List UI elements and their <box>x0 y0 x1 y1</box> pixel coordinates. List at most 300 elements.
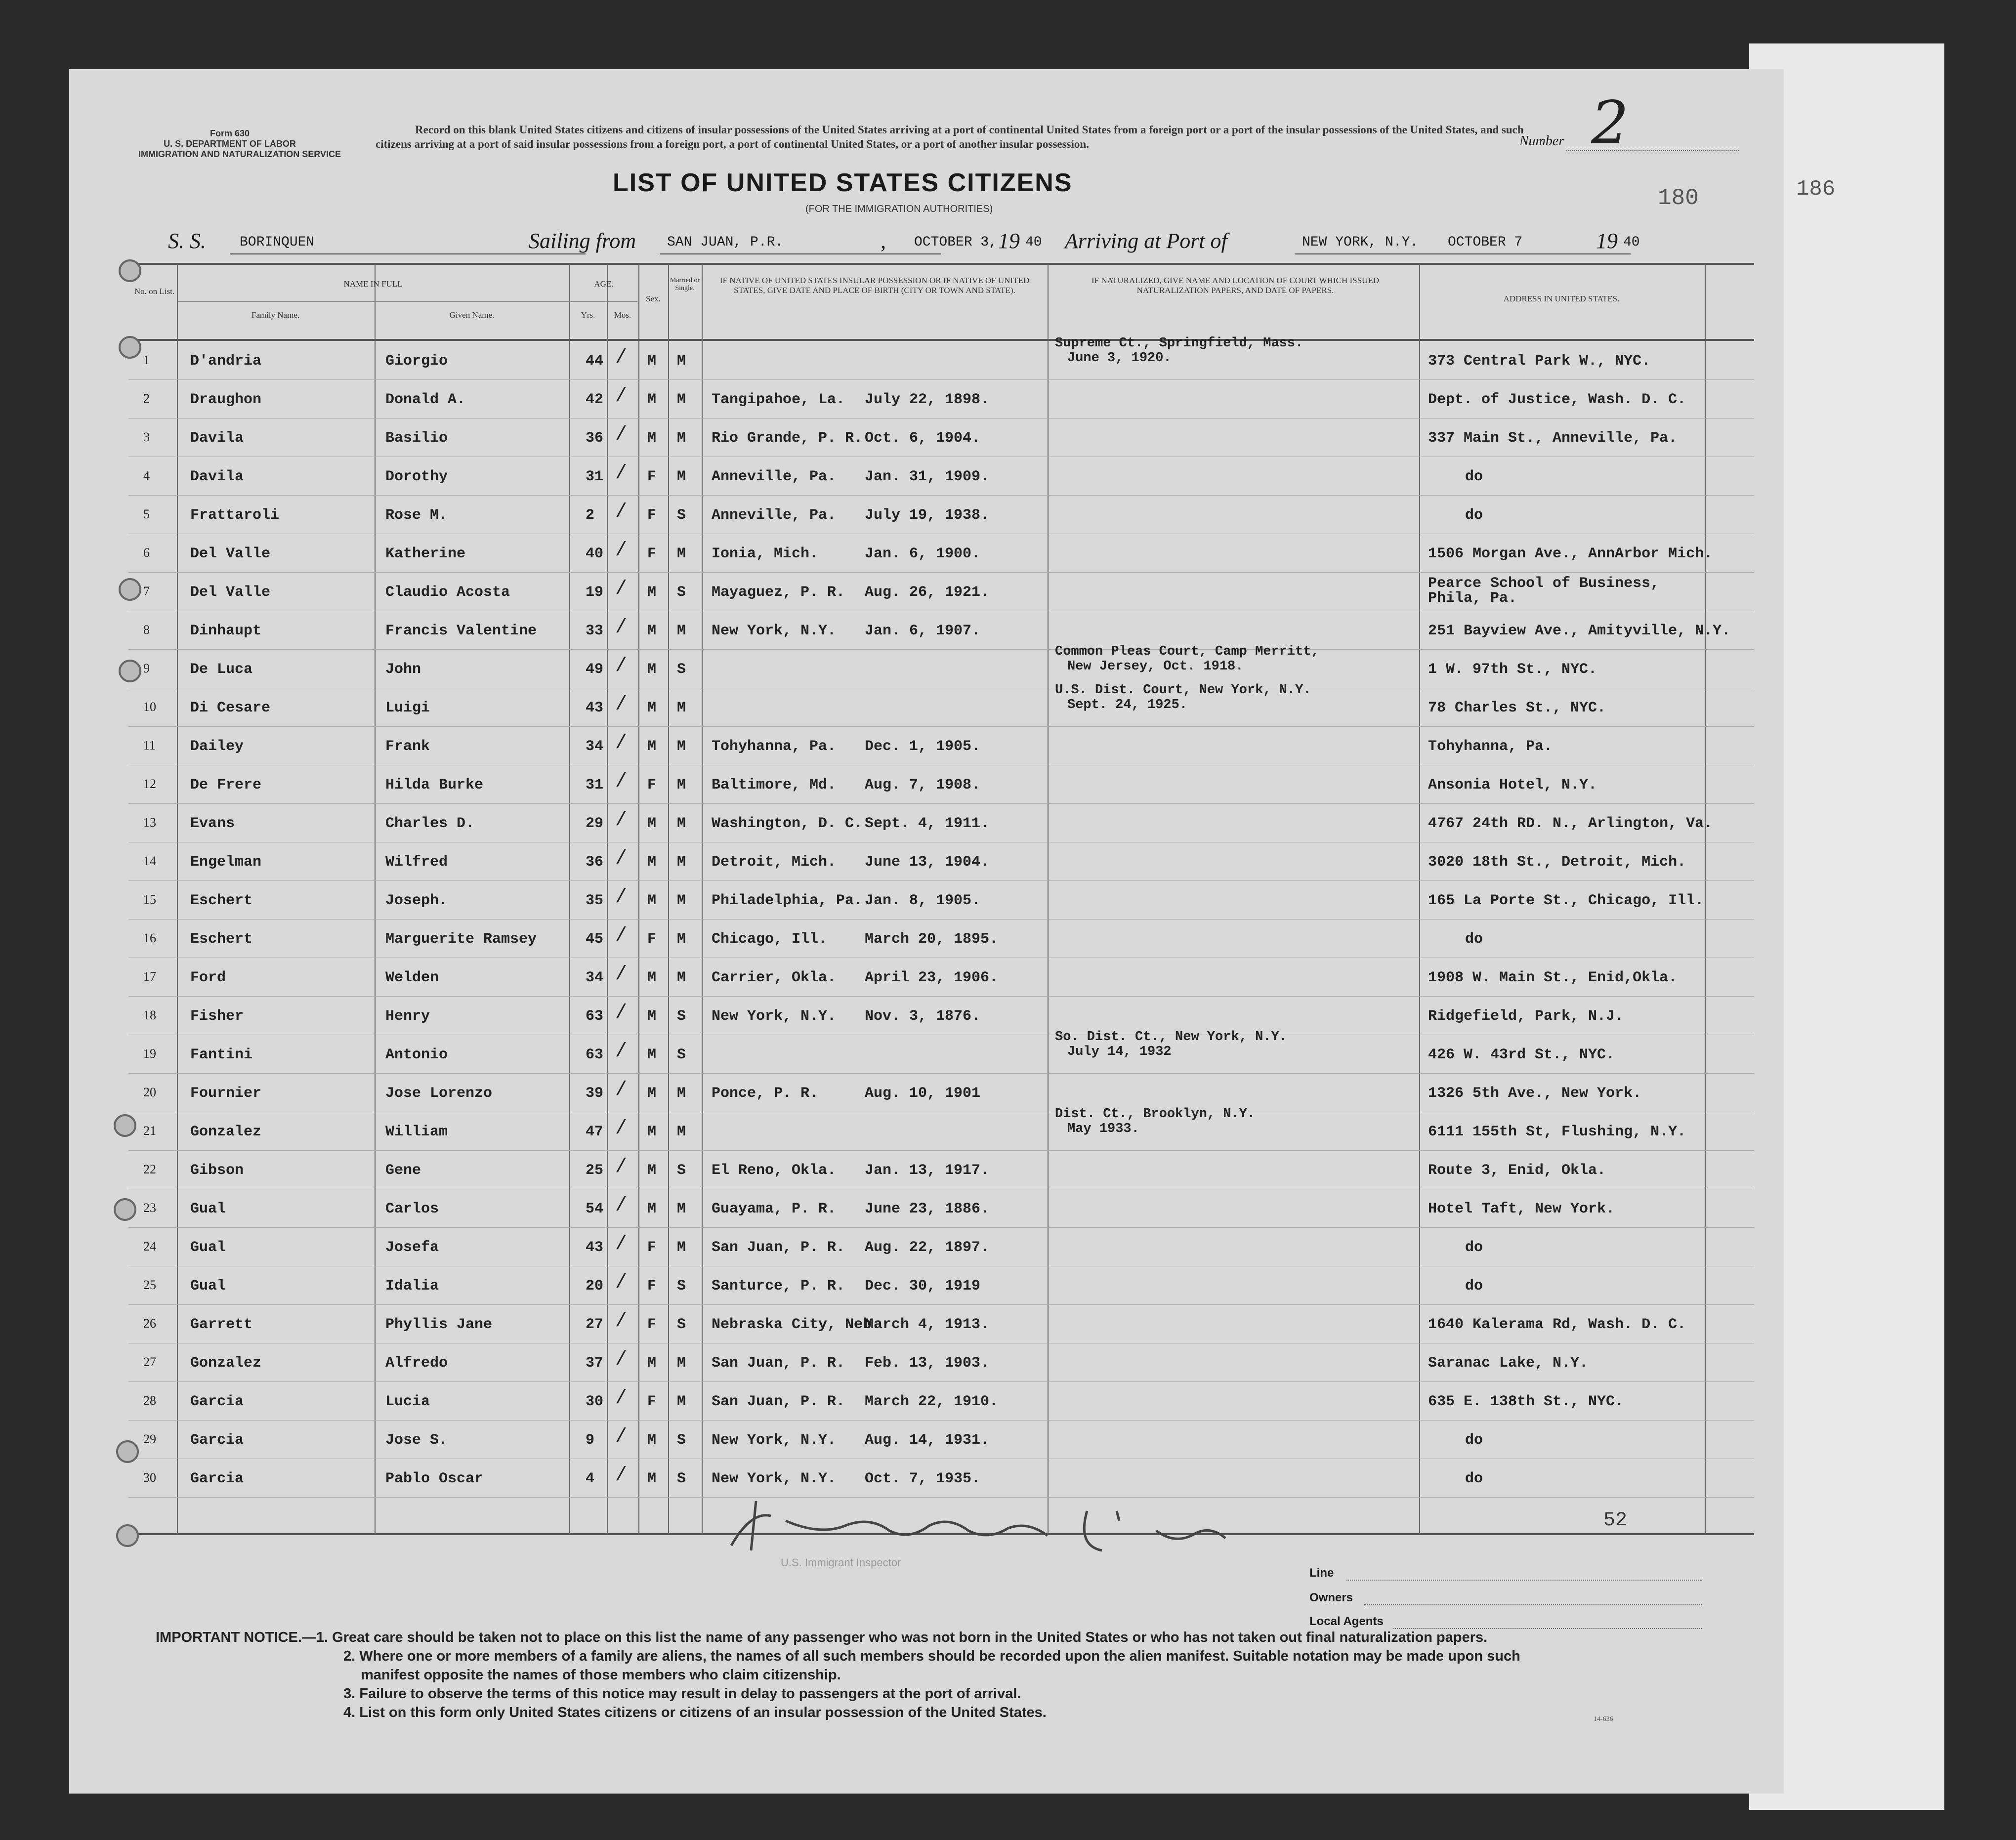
cell-no: 28 <box>143 1393 156 1408</box>
cell-given: William <box>385 1124 448 1140</box>
arrive-year: 40 <box>1623 235 1640 250</box>
cell-family: Garcia <box>190 1470 244 1487</box>
notice-item: 2. Where one or more members of a family are aliens, the names of all such members should be recorded upon the alien manifest. Suitable notation may be made upon such <box>343 1648 1520 1664</box>
cell-place: Washington, D. C. <box>712 815 863 832</box>
cell-age: 34 <box>586 738 604 755</box>
cell-date: Jan. 8, 1905. <box>865 892 981 909</box>
cell-given: Claudio Acosta <box>385 584 510 601</box>
cell-naturalization: Supreme Ct., Springfield, Mass. <box>1055 336 1303 351</box>
cell-ms: M <box>677 1085 686 1102</box>
table-row <box>69 1304 1784 1343</box>
cell-no: 1 <box>143 353 150 367</box>
mos-tick-mark: / <box>615 1002 628 1024</box>
inspector-signature <box>721 1491 1275 1565</box>
cell-given: Antonio <box>385 1046 448 1063</box>
cell-date: March 20, 1895. <box>865 931 999 948</box>
binder-hole <box>116 1440 139 1463</box>
table-row <box>69 379 1784 418</box>
notice-item: —1. Great care should be taken not to place on this list the name of any passenger who was not born in the United States or who has not taken out final naturalization papers. <box>301 1630 1488 1645</box>
comma: , <box>881 229 886 253</box>
mos-tick-mark: / <box>615 578 628 600</box>
cell-age: 40 <box>586 545 604 562</box>
sail-year-prefix: 19 <box>998 229 1020 253</box>
cell-ms: M <box>677 1393 686 1410</box>
cell-naturalization: New Jersey, Oct. 1918. <box>1067 659 1244 674</box>
sailing-label: Sailing from <box>529 229 636 253</box>
cell-place: San Juan, P. R. <box>712 1355 845 1372</box>
cell-no: 16 <box>143 931 156 945</box>
cell-address: Pearce School of Business, <box>1428 575 1660 592</box>
cell-given: Giorgio <box>385 353 448 370</box>
cell-address: 1506 Morgan Ave., AnnArbor Mich. <box>1428 545 1713 562</box>
cell-address: 4767 24th RD. N., Arlington, Va. <box>1428 815 1713 832</box>
cell-sex: F <box>647 1239 657 1256</box>
number-label: Number <box>1519 133 1564 149</box>
cell-ms: S <box>677 1278 686 1295</box>
cell-sex: M <box>647 353 657 370</box>
cell-given: Donald A. <box>385 391 466 408</box>
mos-tick-mark: / <box>615 963 628 986</box>
agents-label: Local Agents <box>1309 1615 1384 1628</box>
cell-age: 42 <box>586 391 604 408</box>
cell-given: Welden <box>385 969 439 986</box>
cell-no: 29 <box>143 1432 156 1446</box>
cell-place: Tohyhanna, Pa. <box>712 738 837 755</box>
cell-age: 43 <box>586 700 604 716</box>
table-row <box>69 1030 1784 1073</box>
cell-date: Aug. 7, 1908. <box>865 777 981 794</box>
cell-sex: F <box>647 1393 657 1410</box>
mos-tick-mark: / <box>615 848 628 870</box>
cell-family: Dinhaupt <box>190 623 262 639</box>
col-age: AGE. <box>594 279 614 289</box>
cell-address: do <box>1465 1432 1483 1449</box>
col-married-single: Married or Single. <box>670 277 700 292</box>
cell-family: Di Cesare <box>190 700 271 716</box>
cell-address: do <box>1465 1470 1483 1487</box>
cell-ms: S <box>677 1316 686 1333</box>
table-row <box>69 996 1784 1035</box>
table-row <box>69 842 1784 880</box>
cell-family: Ford <box>190 969 226 986</box>
mos-tick-mark: / <box>615 925 628 947</box>
ship-name: BORINQUEN <box>240 235 315 250</box>
cell-address: 1908 W. Main St., Enid,Okla. <box>1428 969 1678 986</box>
cell-family: Gibson <box>190 1162 244 1179</box>
cell-age: 19 <box>586 584 604 601</box>
cell-ms: M <box>677 468 686 485</box>
cell-place: Ionia, Mich. <box>712 545 819 562</box>
mos-tick-mark: / <box>615 501 628 523</box>
cell-no: 14 <box>143 854 156 868</box>
table-row <box>69 572 1784 611</box>
cell-address: Hotel Taft, New York. <box>1428 1201 1615 1217</box>
page-title: LIST OF UNITED STATES CITIZENS <box>613 168 1073 197</box>
cell-sex: M <box>647 892 657 909</box>
cell-naturalization: Sept. 24, 1925. <box>1067 698 1188 712</box>
cell-family: Del Valle <box>190 584 271 601</box>
cell-address: do <box>1465 1239 1483 1256</box>
cell-place: Carrier, Okla. <box>712 969 837 986</box>
notice-item: 3. Failure to observe the terms of this notice may result in delay to passengers at the port of arrival. <box>343 1686 1021 1702</box>
notice-title: IMPORTANT NOTICE. <box>156 1630 302 1645</box>
cell-no: 10 <box>143 700 156 714</box>
cell-sex: M <box>647 1008 657 1025</box>
cell-no: 3 <box>143 430 150 444</box>
cell-address: Ansonia Hotel, N.Y. <box>1428 777 1597 794</box>
cell-given: Dorothy <box>385 468 448 485</box>
cell-place: New York, N.Y. <box>712 623 837 639</box>
stamp-number: 180 <box>1658 185 1699 211</box>
cell-no: 12 <box>143 777 156 791</box>
cell-family: Gual <box>190 1239 226 1256</box>
table-row <box>69 644 1784 688</box>
cell-given: Henry <box>385 1008 430 1025</box>
cell-age: 49 <box>586 661 604 678</box>
manifest-page <box>69 69 1784 1794</box>
cell-no: 8 <box>143 623 150 637</box>
mos-tick-mark: / <box>615 1041 628 1063</box>
table-row <box>69 611 1784 649</box>
cell-family: Eschert <box>190 931 253 948</box>
cell-given: Phyllis Jane <box>385 1316 493 1333</box>
cell-family: Draughon <box>190 391 262 408</box>
cell-place: Chicago, Ill. <box>712 931 828 948</box>
to-port-underline <box>1295 253 1631 254</box>
cell-date: June 23, 1886. <box>865 1201 990 1217</box>
cell-family: Evans <box>190 815 235 832</box>
cell-age: 20 <box>586 1278 604 1295</box>
cell-sex: M <box>647 815 657 832</box>
cell-age: 39 <box>586 1085 604 1102</box>
cell-age: 34 <box>586 969 604 986</box>
form-id-line: U. S. DEPARTMENT OF LABOR <box>164 139 296 149</box>
cell-date: Aug. 22, 1897. <box>865 1239 990 1256</box>
cell-no: 13 <box>143 815 156 830</box>
cell-place: Anneville, Pa. <box>712 468 837 485</box>
mos-tick-mark: / <box>615 385 628 408</box>
cell-no: 18 <box>143 1008 156 1022</box>
cell-date: Oct. 6, 1904. <box>865 430 981 447</box>
cell-ms: M <box>677 854 686 871</box>
cell-age: 9 <box>586 1432 595 1449</box>
cell-given: Katherine <box>385 545 466 562</box>
mos-tick-mark: / <box>615 1387 628 1410</box>
mos-tick-mark: / <box>615 1118 628 1140</box>
owners-field <box>1364 1604 1702 1605</box>
table-row <box>69 880 1784 919</box>
cell-address: 3020 18th St., Detroit, Mich. <box>1428 854 1686 871</box>
cell-given: Carlos <box>385 1201 439 1217</box>
cell-place: New York, N.Y. <box>712 1432 837 1449</box>
cell-date: March 22, 1910. <box>865 1393 999 1410</box>
cell-ms: M <box>677 777 686 794</box>
from-port-underline <box>660 253 941 254</box>
mos-tick-mark: / <box>615 1156 628 1178</box>
cell-sex: M <box>647 661 657 678</box>
cell-place: Anneville, Pa. <box>712 507 837 524</box>
cell-family: Garcia <box>190 1393 244 1410</box>
line-field <box>1346 1579 1702 1581</box>
owners-label: Owners <box>1309 1591 1353 1604</box>
cell-place: Baltimore, Md. <box>712 777 837 794</box>
inspector-label: U.S. Immigrant Inspector <box>781 1556 901 1569</box>
binder-hole <box>119 660 141 682</box>
cell-age: 33 <box>586 623 604 639</box>
cell-sex: M <box>647 854 657 871</box>
table-row <box>69 534 1784 572</box>
cell-ms: M <box>677 391 686 408</box>
cell-no: 2 <box>143 391 150 406</box>
table-row <box>69 457 1784 495</box>
to-port: NEW YORK, N.Y. <box>1302 235 1419 250</box>
form-id-block <box>138 128 341 160</box>
cell-ms: M <box>677 969 686 986</box>
cell-naturalization: Common Pleas Court, Camp Merritt, <box>1055 644 1319 659</box>
cell-place: San Juan, P. R. <box>712 1393 845 1410</box>
mos-tick-mark: / <box>615 1349 628 1371</box>
page-subtitle: (FOR THE IMMIGRATION AUTHORITIES) <box>805 204 993 214</box>
cell-family: De Frere <box>190 777 262 794</box>
cell-date: June 13, 1904. <box>865 854 990 871</box>
cell-ms: S <box>677 1008 686 1025</box>
table-row <box>69 1343 1784 1381</box>
mos-tick-mark: / <box>615 1464 628 1487</box>
cell-ms: S <box>677 1470 686 1487</box>
mos-tick-mark: / <box>615 540 628 562</box>
mos-tick-mark: / <box>615 1195 628 1217</box>
cell-no: 24 <box>143 1239 156 1254</box>
cell-address: 165 La Porte St., Chicago, Ill. <box>1428 892 1704 909</box>
cell-date: Sept. 4, 1911. <box>865 815 990 832</box>
cell-no: 26 <box>143 1316 156 1331</box>
cell-naturalization: May 1933. <box>1067 1122 1139 1136</box>
cell-family: Gual <box>190 1201 226 1217</box>
cell-date: Dec. 1, 1905. <box>865 738 981 755</box>
table-row <box>69 683 1784 726</box>
cell-family: Fantini <box>190 1046 253 1063</box>
cell-age: 29 <box>586 815 604 832</box>
cell-ms: M <box>677 815 686 832</box>
col-mos: Mos. <box>614 310 631 320</box>
cell-address: 1640 Kalerama Rd, Wash. D. C. <box>1428 1316 1686 1333</box>
cell-age: 25 <box>586 1162 604 1179</box>
cell-age: 36 <box>586 430 604 447</box>
cell-family: Del Valle <box>190 545 271 562</box>
cell-sex: F <box>647 468 657 485</box>
form-id-line: Form 630 <box>210 128 250 138</box>
cell-age: 31 <box>586 468 604 485</box>
cell-sex: M <box>647 1201 657 1217</box>
cell-address: 635 E. 138th St., NYC. <box>1428 1393 1624 1410</box>
cell-date: Jan. 6, 1907. <box>865 623 981 639</box>
cell-family: D'andria <box>190 353 262 370</box>
cell-age: 2 <box>586 507 595 524</box>
table-row <box>69 336 1784 379</box>
cell-ms: M <box>677 545 686 562</box>
cell-family: Garrett <box>190 1316 253 1333</box>
binder-hole <box>119 578 141 601</box>
binder-hole <box>116 1524 139 1547</box>
cell-date: Jan. 6, 1900. <box>865 545 981 562</box>
list-number: 2 <box>1591 89 1629 158</box>
col-address: ADDRESS IN UNITED STATES. <box>1503 294 1620 303</box>
cell-given: Gene <box>385 1162 421 1179</box>
cell-sex: F <box>647 507 657 524</box>
cell-ms: S <box>677 584 686 601</box>
cell-family: Davila <box>190 430 244 447</box>
cell-no: 5 <box>143 507 150 521</box>
col-sex: Sex. <box>646 294 661 303</box>
cell-address: 251 Bayview Ave., Amityville, N.Y. <box>1428 623 1731 639</box>
cell-given: Lucia <box>385 1393 430 1410</box>
cell-age: 4 <box>586 1470 595 1487</box>
cell-sex: M <box>647 1046 657 1063</box>
cell-no: 6 <box>143 545 150 560</box>
form-instructions: Record on this blank United States citizens and citizens of insular possessions of the United States arriving at a port of continental United States from a foreign port or a port of the insular possessions of the United States, and such citizens arriving at a port of said insular possessions from a foreign port, a port of continental United States, or a port of another insular possession. <box>376 124 1524 150</box>
cell-no: 23 <box>143 1201 156 1215</box>
table-row <box>69 958 1784 996</box>
cell-family: Garcia <box>190 1432 244 1449</box>
table-row <box>69 1227 1784 1266</box>
cell-sex: F <box>647 545 657 562</box>
cell-given: Frank <box>385 738 430 755</box>
table-row <box>69 1381 1784 1420</box>
table-row <box>69 765 1784 803</box>
arrive-date: OCTOBER 7 <box>1448 235 1523 250</box>
cell-address: do <box>1465 468 1483 485</box>
cell-family: Davila <box>190 468 244 485</box>
from-port: SAN JUAN, P.R. <box>667 235 784 250</box>
cell-address: Saranac Lake, N.Y. <box>1428 1355 1589 1372</box>
cell-date: Aug. 10, 1901 <box>865 1085 981 1102</box>
sail-year: 40 <box>1025 235 1042 250</box>
cell-date: Aug. 14, 1931. <box>865 1432 990 1449</box>
cell-ms: M <box>677 430 686 447</box>
cell-ms: M <box>677 1355 686 1372</box>
mos-tick-mark: / <box>615 694 628 716</box>
cell-age: 47 <box>586 1124 604 1140</box>
binder-hole <box>119 259 141 282</box>
mos-tick-mark: / <box>615 655 628 677</box>
mos-tick-mark: / <box>615 462 628 485</box>
page-count: 52 <box>1603 1509 1628 1532</box>
mos-tick-mark: / <box>615 1272 628 1294</box>
binder-hole <box>114 1114 136 1137</box>
col-birth: IF NATIVE OF UNITED STATES INSULAR POSSESSION OR IF NATIVE OF UNITED STATES, GIVE DATE AND PLACE OF BIRTH (CITY OR TOWN AND STATE). <box>719 276 1030 295</box>
table-row <box>69 1266 1784 1304</box>
table-row <box>69 1107 1784 1150</box>
cell-date: July 19, 1938. <box>865 507 990 524</box>
cell-address: Phila, Pa. <box>1428 590 1517 607</box>
cell-address: 1 W. 97th St., NYC. <box>1428 661 1597 678</box>
cell-family: Eschert <box>190 892 253 909</box>
cell-place: Rio Grande, P. R. <box>712 430 863 447</box>
cell-date: Jan. 13, 1917. <box>865 1162 990 1179</box>
line-label: Line <box>1309 1566 1334 1580</box>
mos-tick-mark: / <box>615 617 628 639</box>
col-name-in-full: NAME IN FULL <box>343 279 403 289</box>
form-id-line: IMMIGRATION AND NATURALIZATION SERVICE <box>138 149 341 159</box>
cell-age: 45 <box>586 931 604 948</box>
table-row <box>69 1189 1784 1227</box>
cell-naturalization: June 3, 1920. <box>1067 351 1172 366</box>
cell-date: Jan. 31, 1909. <box>865 468 990 485</box>
cell-given: Basilio <box>385 430 448 447</box>
cell-age: 35 <box>586 892 604 909</box>
cell-sex: M <box>647 700 657 716</box>
cell-given: Rose M. <box>385 507 448 524</box>
cell-family: Frattaroli <box>190 507 280 524</box>
cell-ms: M <box>677 700 686 716</box>
table-row <box>69 726 1784 765</box>
cell-family: Gual <box>190 1278 226 1295</box>
name-subheader-rule <box>178 301 637 302</box>
table-row <box>69 1150 1784 1189</box>
cell-sex: M <box>647 1162 657 1179</box>
cell-ms: S <box>677 1046 686 1063</box>
cell-sex: M <box>647 584 657 601</box>
col-family-name: Family Name. <box>251 310 300 320</box>
cell-place: New York, N.Y. <box>712 1008 837 1025</box>
cell-no: 20 <box>143 1085 156 1099</box>
cell-family: Gonzalez <box>190 1355 262 1372</box>
arrive-year-prefix: 19 <box>1596 229 1618 253</box>
cell-given: John <box>385 661 421 678</box>
cell-given: Joseph. <box>385 892 448 909</box>
sail-date: OCTOBER 3, <box>914 235 998 250</box>
table-row <box>69 495 1784 534</box>
mos-tick-mark: / <box>615 424 628 446</box>
mos-tick-mark: / <box>615 1426 628 1448</box>
cell-given: Idalia <box>385 1278 439 1295</box>
notice-line-1 <box>156 1628 1520 1647</box>
cell-given: Francis Valentine <box>385 623 537 639</box>
cell-address: Tohyhanna, Pa. <box>1428 738 1553 755</box>
cell-no: 19 <box>143 1046 156 1061</box>
cell-place: Mayaguez, P. R. <box>712 584 845 601</box>
cell-age: 43 <box>586 1239 604 1256</box>
table-row <box>69 803 1784 842</box>
mos-tick-mark: / <box>615 886 628 909</box>
cell-age: 31 <box>586 777 604 794</box>
cell-ms: M <box>677 1201 686 1217</box>
table-row <box>69 919 1784 958</box>
ss-label: S. S. <box>168 229 206 253</box>
cell-given: Alfredo <box>385 1355 448 1372</box>
cell-age: 44 <box>586 353 604 370</box>
cell-address: do <box>1465 931 1483 948</box>
cell-family: Dailey <box>190 738 244 755</box>
cell-place: Tangipahoe, La. <box>712 391 845 408</box>
cell-given: Wilfred <box>385 854 448 871</box>
cell-place: Ponce, P. R. <box>712 1085 819 1102</box>
cell-ms: M <box>677 353 686 370</box>
cell-given: Marguerite Ramsey <box>385 931 537 948</box>
cell-sex: F <box>647 1316 657 1333</box>
cell-naturalization: July 14, 1932 <box>1067 1045 1172 1059</box>
cell-sex: M <box>647 623 657 639</box>
cell-sex: F <box>647 931 657 948</box>
mos-tick-mark: / <box>615 771 628 793</box>
cell-given: Josefa <box>385 1239 439 1256</box>
back-sheet-number: 186 <box>1796 177 1836 202</box>
cell-sex: M <box>647 1470 657 1487</box>
cell-address: 337 Main St., Anneville, Pa. <box>1428 430 1678 447</box>
cell-given: Jose Lorenzo <box>385 1085 493 1102</box>
cell-no: 22 <box>143 1162 156 1176</box>
mos-tick-mark: / <box>615 732 628 754</box>
